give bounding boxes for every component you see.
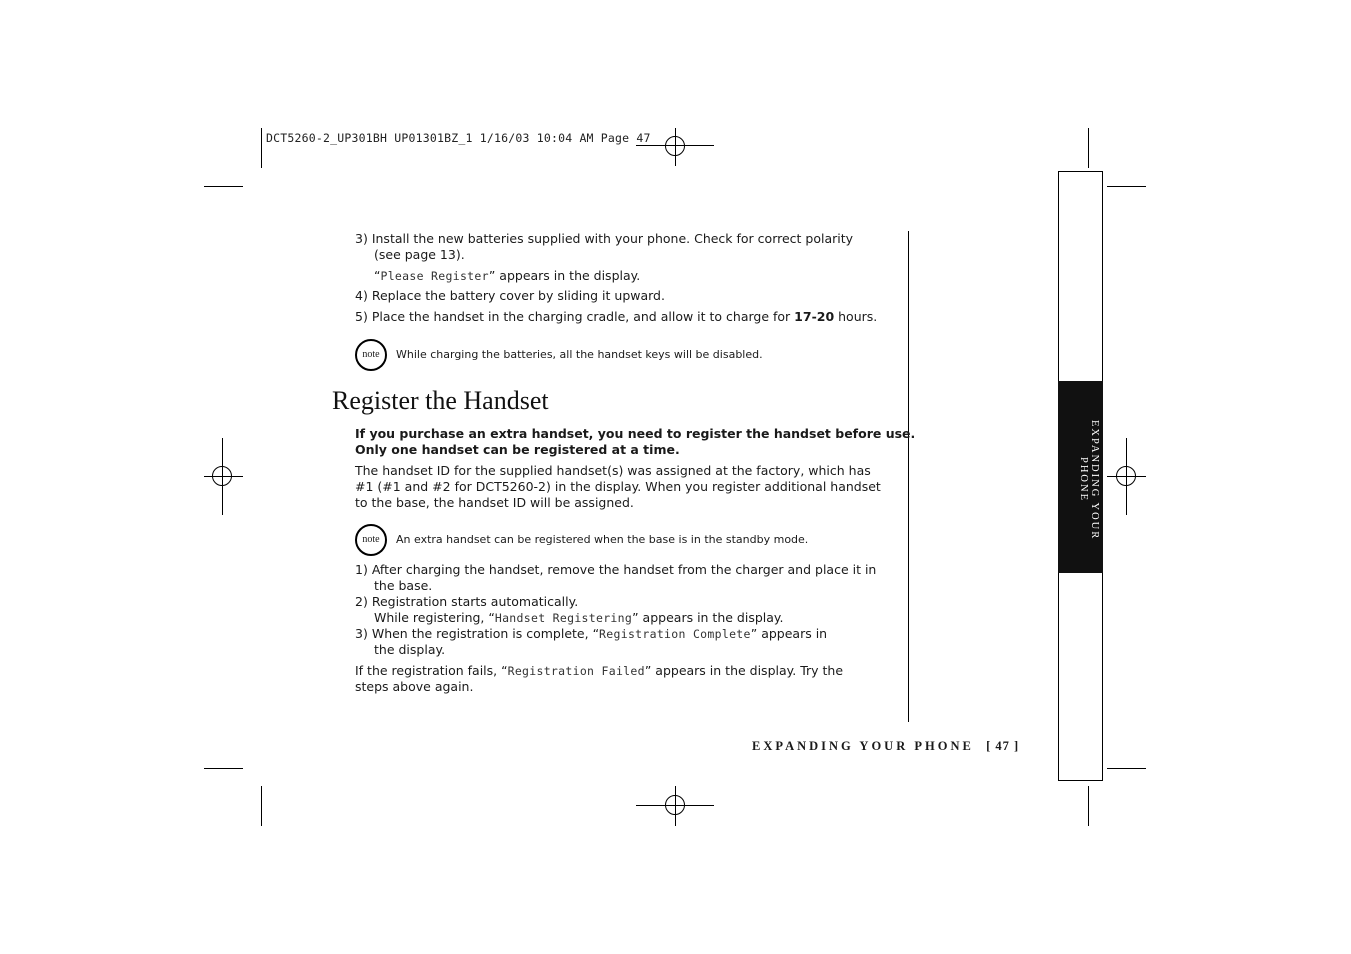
reg-step-1-cont: the base. — [374, 578, 433, 593]
intro-para-line-2: #1 (#1 and #2 for DCT5260-2) in the display. When you register additional handset — [355, 479, 881, 494]
page-footer — [752, 739, 1019, 754]
step-4-top: 4) Replace the battery cover by sliding it upward. — [355, 288, 665, 303]
page-title: Register the Handset — [332, 386, 549, 415]
crop-mark — [204, 768, 243, 769]
step-3-top-cont: (see page 13). — [374, 247, 465, 262]
side-tab-label: EXPANDING YOUR PHONE — [1078, 419, 1100, 541]
reg-step-2: 2) Registration starts automatically. — [355, 594, 579, 609]
step-5-top: 5) Place the handset in the charging cradle, and allow it to charge for 17-20 hours. — [355, 309, 878, 324]
column-rule — [908, 231, 909, 722]
fail-para-line-1: If the registration fails, “Registration Failed” appears in the display. Try the — [355, 663, 844, 678]
crop-mark — [1088, 128, 1089, 168]
crop-mark — [1107, 186, 1146, 187]
lcd-text-please-register: Please Register — [380, 269, 489, 283]
lcd-text-registration-complete: Registration Complete — [599, 627, 751, 641]
intro-para-line-3: to the base, the handset ID will be assigned. — [355, 495, 634, 510]
reg-step-3: 3) When the registration is complete, “Registration Complete” appears in — [355, 626, 828, 641]
crop-mark — [204, 186, 243, 187]
crop-mark — [261, 786, 262, 826]
reg-step-3-cont: the display. — [374, 642, 446, 657]
step-3-top: 3) Install the new batteries supplied with your phone. Check for correct polarity — [355, 231, 854, 246]
reg-step-2-cont: While registering, “Handset Registering” appears in the display. — [374, 610, 784, 625]
reg-step-1: 1) After charging the handset, remove the handset from the charger and place it in — [355, 562, 877, 577]
note-icon: note — [355, 339, 387, 371]
lcd-text-registration-failed: Registration Failed — [507, 664, 645, 678]
fail-para-line-2: steps above again. — [355, 679, 474, 694]
print-slug: DCT5260-2_UP301BH UP01301BZ_1 1/16/03 10:04 AM Page 47 — [266, 131, 651, 145]
crop-mark — [1088, 786, 1089, 826]
crop-mark — [261, 128, 262, 168]
lcd-text-handset-registering: Handset Registering — [494, 611, 633, 625]
intro-bold-line-2: Only one handset can be registered at a time. — [355, 442, 680, 457]
note-text-charging: While charging the batteries, all the handset keys will be disabled. — [396, 348, 763, 361]
intro-para-line-1: The handset ID for the supplied handset(s) was assigned at the factory, which has — [355, 463, 871, 478]
footer-section: EXPANDING YOUR PHONE — [752, 739, 974, 753]
intro-bold-line-1: If you purchase an extra handset, you need to register the handset before use. — [355, 426, 916, 441]
crop-mark — [1107, 768, 1146, 769]
page-number: [ 47 ] — [986, 739, 1020, 753]
display-message-line: “Please Register” appears in the display. — [374, 268, 641, 283]
note-text-standby: An extra handset can be registered when the base is in the standby mode. — [396, 533, 809, 546]
note-icon: note — [355, 524, 387, 556]
